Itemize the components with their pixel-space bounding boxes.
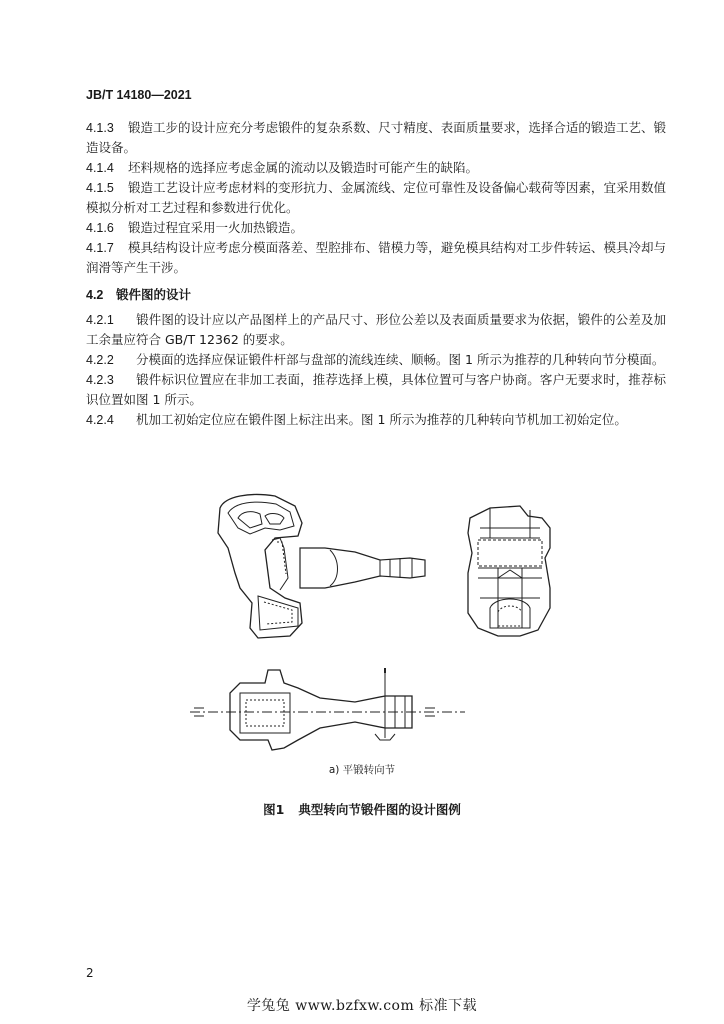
clause-text: 锻件图的设计应以产品图样上的产品尺寸、形位公差以及表面质量要求为依据，锻件的公差及加工余量应符合 GB/T 12362 的要求。 [86, 312, 666, 347]
clause-number: 4.1.4 [86, 161, 114, 175]
figure-caption [0, 800, 724, 818]
clause-text: 机加工初始定位应在锻件图上标注出来。图 1 所示为推荐的几种转向节机加工初始定位。 [136, 412, 627, 427]
clause-number: 4.1.3 [86, 121, 114, 135]
figure-sub-caption: a) 平锻转向节 [328, 764, 396, 776]
clause-4-2-1 [86, 310, 666, 350]
clause-text: 坯料规格的选择应考虑金属的流动以及锻造时可能产生的缺陷。 [128, 160, 479, 175]
clause-text: 锻造工艺设计应考虑材料的变形抗力、金属流线、定位可靠性及设备偏心载荷等因素，宜采用数值模拟分析对工艺过程和参数进行优化。 [86, 180, 666, 215]
clause-4-1-7 [86, 238, 666, 278]
clause-4-1-4 [86, 158, 666, 178]
clause-text: 模具结构设计应考虑分模面落差、型腔排布、错模力等，避免模具结构对工步件转运、模具冷却与润滑等产生干涉。 [86, 240, 666, 275]
clause-text: 锻造工步的设计应充分考虑锻件的复杂系数、尺寸精度、表面质量要求，选择合适的锻造工艺、锻造设备。 [86, 120, 666, 155]
heading-text: 锻件图的设计 [116, 287, 192, 302]
heading-number: 4.2 [86, 288, 104, 302]
clause-4-1-5 [86, 178, 666, 218]
side-view [468, 506, 550, 636]
bottom-view [190, 668, 465, 750]
figure-number: 图1 [263, 802, 285, 817]
clause-number: 4.2.2 [86, 353, 114, 367]
clause-text: 分模面的选择应保证锻件杆部与盘部的流线连续、顺畅。图 1 所示为推荐的几种转向节分模面。 [136, 352, 665, 367]
figure-title: 典型转向节锻件图的设计图例 [298, 802, 461, 817]
standard-code: JB/T 14180—2021 [86, 88, 192, 102]
clause-number: 4.1.5 [86, 181, 114, 195]
clause-4-1-3 [86, 118, 666, 158]
clause-number: 4.1.7 [86, 241, 114, 255]
clause-number: 4.1.6 [86, 221, 114, 235]
clause-4-2-4 [86, 410, 666, 430]
clause-number: 4.2.3 [86, 373, 114, 387]
clause-number: 4.2.4 [86, 413, 114, 427]
watermark: 学兔兔 www.bzfxw.com 标准下载 [246, 998, 478, 1014]
clause-number: 4.2.1 [86, 313, 114, 327]
clause-text: 锻件标识位置应在非加工表面，推荐选择上模，具体位置可与客户协商。客户无要求时，推荐标识位置如图 1 所示。 [86, 372, 666, 407]
section-heading-4-2 [86, 285, 191, 303]
clause-text: 锻造过程宜采用一火加热锻造。 [128, 220, 304, 235]
clause-4-1-6 [86, 218, 666, 238]
front-view [218, 495, 425, 639]
clause-4-2-2 [86, 350, 666, 370]
page-number: 2 [86, 966, 94, 980]
clause-4-2-3 [86, 370, 666, 410]
knuckle-forging-drawing [180, 478, 580, 758]
